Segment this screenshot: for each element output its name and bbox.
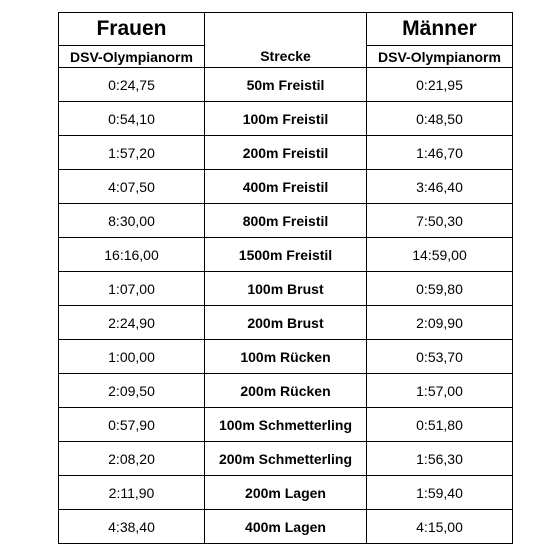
header-norm-maenner: DSV-Olympianorm	[367, 46, 513, 68]
norm-maenner-cell: 1:56,30	[367, 442, 513, 476]
table-row	[59, 340, 513, 374]
strecke-cell: 200m Freistil	[205, 136, 367, 170]
norm-frauen-cell: 16:16,00	[59, 238, 205, 272]
norm-maenner-cell: 1:57,00	[367, 374, 513, 408]
header-frauen: Frauen	[59, 13, 205, 46]
table-row	[59, 68, 513, 102]
norm-maenner-cell: 1:46,70	[367, 136, 513, 170]
table-row	[59, 204, 513, 238]
norm-frauen-cell: 4:38,40	[59, 510, 205, 544]
norm-frauen-cell: 2:24,90	[59, 306, 205, 340]
norm-frauen-cell: 1:57,20	[59, 136, 205, 170]
header-strecke: Strecke	[205, 46, 367, 68]
norm-frauen-cell: 8:30,00	[59, 204, 205, 238]
table-row	[59, 306, 513, 340]
norm-maenner-cell: 3:46,40	[367, 170, 513, 204]
strecke-cell: 200m Brust	[205, 306, 367, 340]
header-norm-frauen: DSV-Olympianorm	[59, 46, 205, 68]
strecke-cell: 400m Lagen	[205, 510, 367, 544]
norms-table-body	[59, 68, 513, 544]
table-row	[59, 408, 513, 442]
strecke-cell: 100m Freistil	[205, 102, 367, 136]
strecke-cell: 200m Schmetterling	[205, 442, 367, 476]
header-blank-cell	[205, 13, 367, 46]
strecke-cell: 400m Freistil	[205, 170, 367, 204]
table-row	[59, 374, 513, 408]
olympic-norms-table	[58, 12, 513, 544]
norm-frauen-cell: 2:09,50	[59, 374, 205, 408]
norm-frauen-cell: 1:07,00	[59, 272, 205, 306]
strecke-cell: 100m Brust	[205, 272, 367, 306]
header-maenner: Männer	[367, 13, 513, 46]
table-row	[59, 238, 513, 272]
table-row	[59, 136, 513, 170]
norm-frauen-cell: 1:00,00	[59, 340, 205, 374]
table-row	[59, 102, 513, 136]
strecke-cell: 1500m Freistil	[205, 238, 367, 272]
norm-maenner-cell: 0:21,95	[367, 68, 513, 102]
norm-maenner-cell: 0:53,70	[367, 340, 513, 374]
table-row	[59, 476, 513, 510]
strecke-cell: 50m Freistil	[205, 68, 367, 102]
norm-frauen-cell: 4:07,50	[59, 170, 205, 204]
norm-maenner-cell: 4:15,00	[367, 510, 513, 544]
strecke-cell: 200m Rücken	[205, 374, 367, 408]
norm-maenner-cell: 1:59,40	[367, 476, 513, 510]
norm-frauen-cell: 0:57,90	[59, 408, 205, 442]
norm-maenner-cell: 0:48,50	[367, 102, 513, 136]
norm-maenner-cell: 0:59,80	[367, 272, 513, 306]
norm-maenner-cell: 7:50,30	[367, 204, 513, 238]
norm-frauen-cell: 2:08,20	[59, 442, 205, 476]
table-row	[59, 272, 513, 306]
table-row	[59, 170, 513, 204]
column-header-row	[59, 46, 513, 68]
strecke-cell: 100m Schmetterling	[205, 408, 367, 442]
norm-frauen-cell: 0:54,10	[59, 102, 205, 136]
strecke-cell: 200m Lagen	[205, 476, 367, 510]
table-row	[59, 510, 513, 544]
norm-maenner-cell: 0:51,80	[367, 408, 513, 442]
norm-maenner-cell: 2:09,90	[367, 306, 513, 340]
norm-frauen-cell: 0:24,75	[59, 68, 205, 102]
strecke-cell: 800m Freistil	[205, 204, 367, 238]
table-row	[59, 442, 513, 476]
gender-header-row	[59, 13, 513, 46]
strecke-cell: 100m Rücken	[205, 340, 367, 374]
norm-frauen-cell: 2:11,90	[59, 476, 205, 510]
norm-maenner-cell: 14:59,00	[367, 238, 513, 272]
